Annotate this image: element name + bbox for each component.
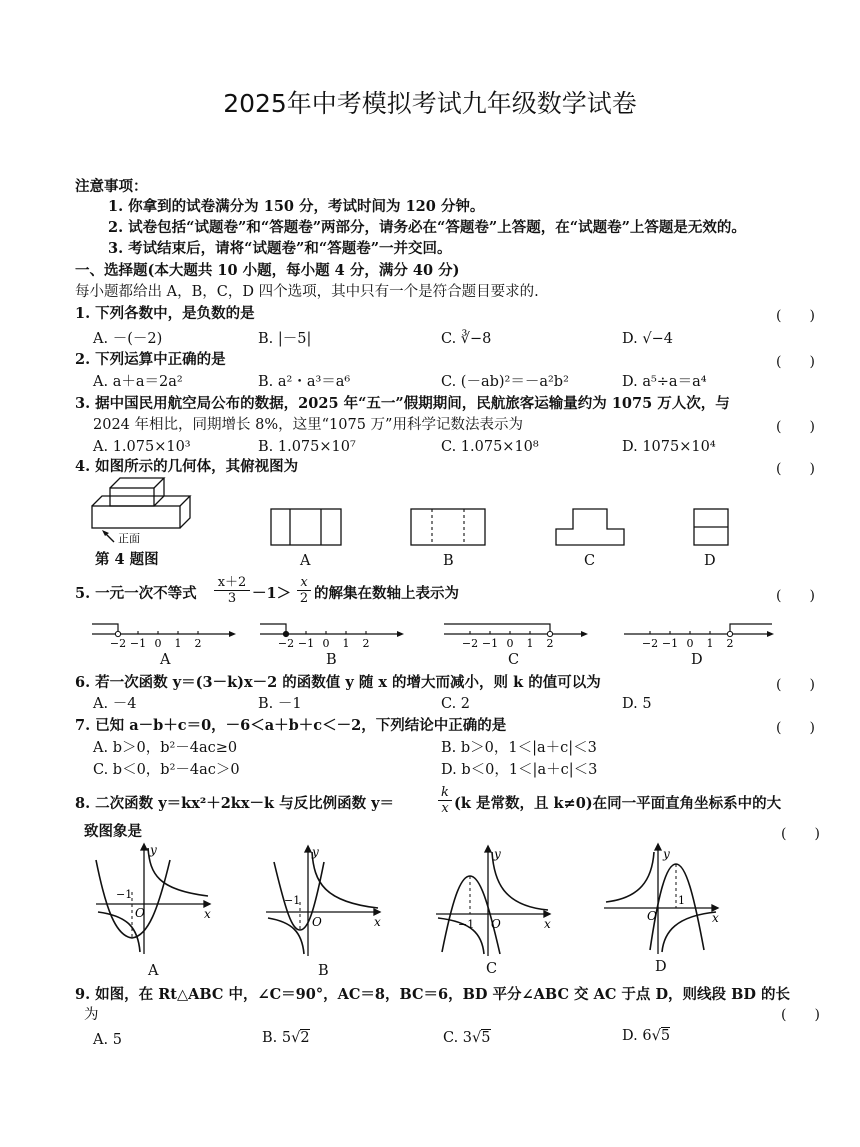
q5-option-a: A <box>160 652 171 668</box>
tick-label: −1 <box>297 637 315 650</box>
q8-b-y-label: y <box>312 845 319 859</box>
q8-option-c: C <box>486 961 498 977</box>
q3-stem-line2: 2024 年相比，同期增长 8%，这里“1075 万”用科学记数法表示为 <box>93 417 523 433</box>
q5-frac1-num: x＋2 <box>214 575 250 591</box>
q8-d-y-label: y <box>663 847 670 861</box>
q3-option-a: A. 1.075×10³ <box>93 439 191 455</box>
q8-c-minus-one: −1 <box>458 918 475 931</box>
q6-option-d: D. 5 <box>622 696 652 712</box>
q8-d-origin: O <box>647 909 657 923</box>
q5-stem-pre: 5. 一元一次不等式 <box>75 585 197 602</box>
q8-option-b-graph <box>262 842 387 960</box>
q8-c-x-label: x <box>544 917 551 931</box>
section-heading: 一、选择题(本大题共 10 小题，每小题 4 分，满分 40 分) <box>75 262 460 279</box>
q8-a-x-label: x <box>204 907 211 921</box>
solution-ray <box>444 624 550 634</box>
q8-frac-num: k <box>438 785 452 801</box>
tick-label: 0 <box>686 637 694 650</box>
section-instruction: 每小题都给出 A，B，C，D 四个选项，其中只有一个是符合题目要求的. <box>75 284 539 300</box>
q9-stem-line2: 为 <box>84 1007 99 1023</box>
tick-label: 2 <box>546 637 554 650</box>
axis-arrow-icon <box>229 631 236 637</box>
q8-option-a-graph <box>92 840 217 958</box>
sqrt-icon: √ <box>472 1030 482 1046</box>
q8-option-d: D <box>655 959 667 975</box>
q8-a-minus-one: −1 <box>116 888 133 901</box>
q5-frac1-den: 3 <box>227 591 237 606</box>
q8-stem-line2: 致图象是 <box>84 823 142 840</box>
q9-b-coef: B. 5 <box>262 1030 292 1046</box>
q9-answer-paren: ( ) <box>781 1007 820 1023</box>
tick-label: 2 <box>194 637 202 650</box>
q4-stem: 4. 如图所示的几何体，其俯视图为 <box>75 458 299 475</box>
tick-label: −1 <box>481 637 499 650</box>
q4-option-b: B <box>443 553 454 569</box>
q9-b-radicand: 2 <box>300 1030 310 1046</box>
q8-b-x-label: x <box>374 915 381 929</box>
q1-option-c: C. ∛−8 <box>441 331 492 347</box>
q5-option-c: C <box>508 652 520 668</box>
tick-label: 1 <box>706 637 714 650</box>
axis-arrow-icon <box>397 631 404 637</box>
q5-frac2-den: 2 <box>299 591 309 606</box>
endpoint-dot <box>547 631 552 636</box>
q3-option-c: C. 1.075×10⁸ <box>441 439 539 455</box>
q8-d-one: 1 <box>678 894 685 907</box>
q5-fraction-1 <box>214 575 250 606</box>
q5-fraction-2 <box>297 575 311 606</box>
q4-option-c: C <box>584 553 596 569</box>
tick-label: −2 <box>277 637 295 650</box>
tick-label: −2 <box>109 637 127 650</box>
q7-option-d: D. b＜0，1＜|a＋c|＜3 <box>441 762 598 778</box>
q8-frac-den: x <box>441 801 449 816</box>
notice-item-1: 1. 你拿到的试卷满分为 150 分，考试时间为 120 分钟。 <box>108 198 485 215</box>
endpoint-dot <box>115 631 120 636</box>
notice-heading: 注意事项： <box>75 178 148 195</box>
q8-option-c-graph <box>432 842 557 960</box>
q7-option-c: C. b＜0，b²－4ac＞0 <box>93 762 240 778</box>
q4-option-d: D <box>704 553 716 569</box>
tick-label: 1 <box>342 637 350 650</box>
q7-option-b: B. b＞0，1＜|a＋c|＜3 <box>441 740 597 756</box>
q8-fraction <box>438 785 452 816</box>
notice-item-2: 2. 试卷包括“试题卷”和“答题卷”两部分，请务必在“答题卷”上答题，在“试题卷”上答题是无效的。 <box>108 219 746 236</box>
tick-label: 1 <box>526 637 534 650</box>
q5-option-d: D <box>691 652 703 668</box>
q3-answer-paren: ( ) <box>776 419 815 435</box>
q9-stem-line1: 9. 如图，在 Rt△ABC 中，∠C＝90°，AC＝8，BC＝6，BD 平分∠ABC 交 AC 于点 D，则线段 BD 的长 <box>75 986 790 1003</box>
tick-label: 2 <box>726 637 734 650</box>
q1-answer-paren: ( ) <box>776 308 815 324</box>
q1-stem: 1. 下列各数中，是负数的是 <box>75 305 255 322</box>
endpoint-dot <box>283 631 288 636</box>
q4-figure-caption: 第 4 题图 <box>95 551 159 568</box>
q6-option-b: B. －1 <box>258 696 302 712</box>
q8-b-origin: O <box>312 915 322 929</box>
q9-option-d <box>622 1027 670 1045</box>
endpoint-dot <box>727 631 732 636</box>
q5-answer-paren: ( ) <box>776 588 815 604</box>
q8-stem-post: (k 是常数，且 k≠0)在同一平面直角坐标系中的大 <box>454 795 782 812</box>
q1-option-d: D. √−4 <box>622 331 673 347</box>
axis-arrow-icon <box>767 631 774 637</box>
tick-label: −2 <box>461 637 479 650</box>
q8-option-b: B <box>318 963 329 979</box>
q8-c-origin: O <box>491 917 501 931</box>
q6-stem: 6. 若一次函数 y＝(3－k)x－2 的函数值 y 随 x 的增大而减小，则 k 的值可以为 <box>75 674 601 691</box>
tick-label: 0 <box>154 637 162 650</box>
q3-option-b: B. 1.075×10⁷ <box>258 439 356 455</box>
q2-option-c: C. (－ab)²＝－a²b² <box>441 374 569 390</box>
q3-stem-line1: 3. 据中国民用航空局公布的数据，2025 年“五一”假期期间，民航旅客运输量约为 1075 万人次，与 <box>75 395 730 412</box>
q8-c-y-label: y <box>494 847 501 861</box>
q7-stem: 7. 已知 a－b＋c＝0，－6＜a＋b＋c＜－2，下列结论中正确的是 <box>75 717 507 734</box>
page-title: 2025年中考模拟考试九年级数学试卷 <box>223 89 637 118</box>
q5-option-a-number-line <box>90 612 240 648</box>
notice-item-3: 3. 考试结束后，请将“试题卷”和“答题卷”一并交回。 <box>108 240 452 257</box>
q8-answer-paren: ( ) <box>781 826 820 842</box>
q4-answer-paren: ( ) <box>776 461 815 477</box>
q9-option-b <box>262 1029 310 1047</box>
q8-a-y-label: y <box>150 843 157 857</box>
q1-option-a: A. －(－2) <box>93 331 163 347</box>
sqrt-icon: √ <box>651 1028 661 1044</box>
q6-option-a: A. －4 <box>93 696 137 712</box>
q8-option-a: A <box>148 963 159 979</box>
q3-option-d: D. 1075×10⁴ <box>622 439 716 455</box>
tick-label: 2 <box>362 637 370 650</box>
q5-option-c-number-line <box>442 612 592 648</box>
q7-option-a: A. b＞0，b²－4ac≥0 <box>93 740 238 756</box>
q4-front-label: 正面 <box>118 532 140 545</box>
q9-d-radicand: 5 <box>660 1028 671 1044</box>
q9-option-c <box>443 1029 491 1047</box>
q6-option-c: C. 2 <box>441 696 471 712</box>
q4-option-c-figure <box>555 508 625 546</box>
q2-option-d: D. a⁵÷a＝a⁴ <box>622 374 707 390</box>
q2-option-a: A. a＋a＝2a² <box>93 374 183 390</box>
q1-option-b: B. |－5| <box>258 331 312 347</box>
q9-d-coef: D. 6 <box>622 1028 652 1044</box>
tick-label: −1 <box>661 637 679 650</box>
solution-ray <box>92 624 118 634</box>
q8-option-d-graph <box>600 840 725 958</box>
q9-option-a: A. 5 <box>93 1032 122 1048</box>
q5-stem-mid: －1＞ <box>252 585 292 602</box>
q4-option-a: A <box>300 553 311 569</box>
q4-solid-figure <box>88 476 198 546</box>
tick-label: −1 <box>129 637 147 650</box>
tick-label: 1 <box>174 637 182 650</box>
q5-option-b: B <box>326 652 337 668</box>
q2-answer-paren: ( ) <box>776 354 815 370</box>
q5-frac2-num: x <box>297 575 311 591</box>
q5-option-d-number-line <box>622 612 777 648</box>
solution-ray <box>730 624 772 634</box>
q6-answer-paren: ( ) <box>776 677 815 693</box>
sqrt-icon: √ <box>291 1030 301 1046</box>
tick-label: 0 <box>506 637 514 650</box>
solution-ray <box>260 624 286 634</box>
tick-label: 0 <box>322 637 330 650</box>
q8-b-minus-one: −1 <box>284 894 301 907</box>
axis-arrow-icon <box>581 631 588 637</box>
q9-c-coef: C. 3 <box>443 1030 473 1046</box>
q7-answer-paren: ( ) <box>776 720 815 736</box>
q2-option-b: B. a²・a³＝a⁶ <box>258 374 351 390</box>
q4-option-d-figure <box>693 508 729 546</box>
q4-option-a-figure <box>270 508 342 546</box>
q2-stem: 2. 下列运算中正确的是 <box>75 351 226 368</box>
q8-a-origin: O <box>135 906 145 920</box>
q8-stem-pre: 8. 二次函数 y＝kx²＋2kx－k 与反比例函数 y＝ <box>75 795 395 812</box>
q5-option-b-number-line <box>258 612 408 648</box>
q9-c-radicand: 5 <box>481 1030 491 1046</box>
q8-d-x-label: x <box>712 911 719 925</box>
q4-option-b-figure <box>410 508 486 546</box>
tick-label: −2 <box>641 637 659 650</box>
q5-stem-post: 的解集在数轴上表示为 <box>314 585 459 602</box>
